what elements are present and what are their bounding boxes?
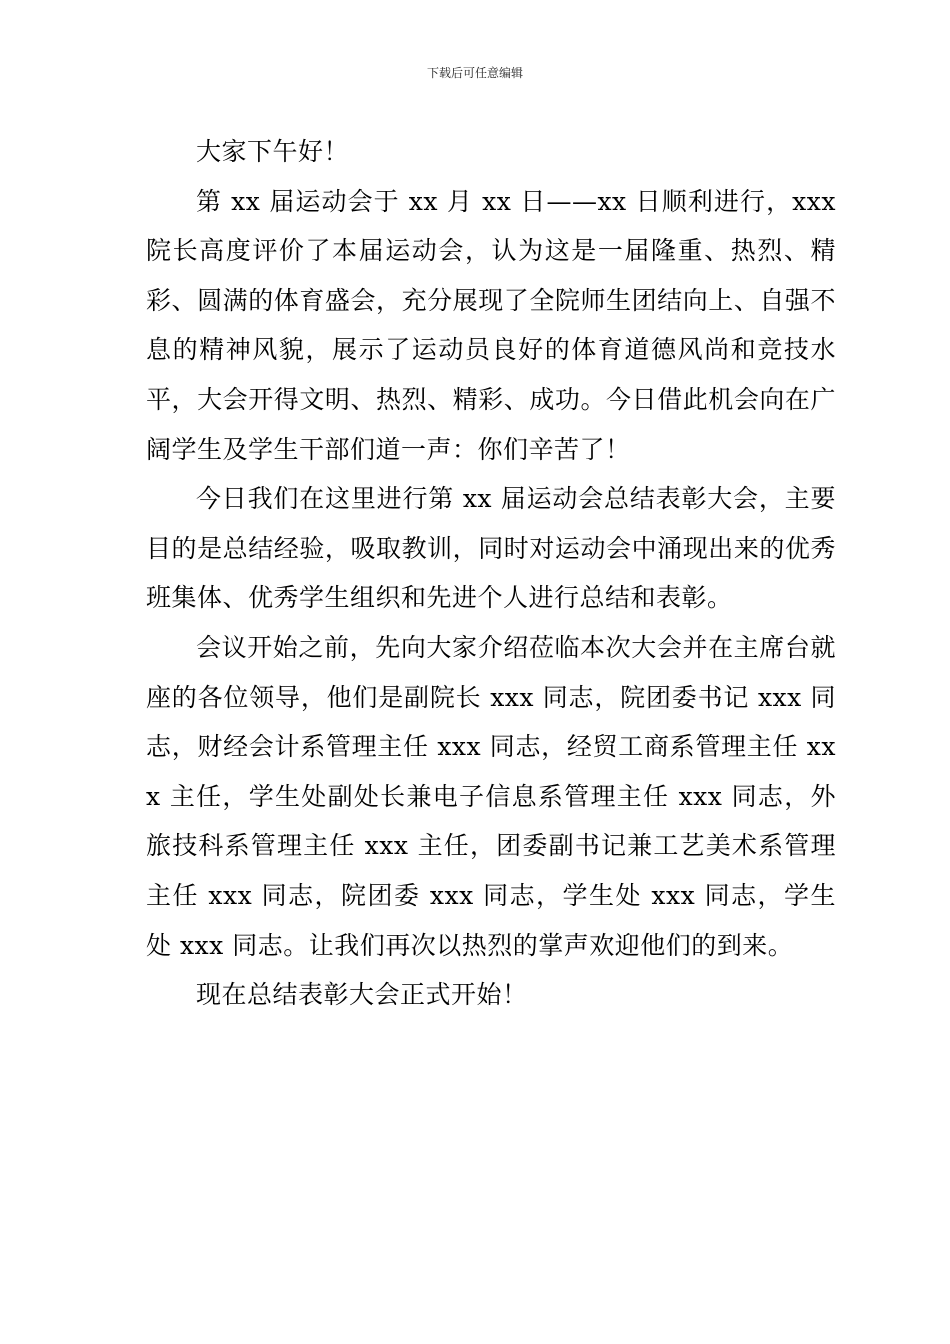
page-header: 下载后可任意编辑 — [426, 66, 523, 80]
paragraph-meeting-purpose: 今日我们在这里进行第 xx 届运动会总结表彰大会，主要目的是总结经验，吸取教训，同时对运动会中涌现出来的优秀班集体、优秀学生组织和先进个人进行总结和表彰。 — [146, 484, 836, 613]
paragraph-sports-meet-review: 第 xx 届运动会于 xx 月 xx 日——xx 日顺利进行，xxx 院长高度评价了本届运动会，认为这是一届隆重、热烈、精彩、圆满的体育盛会，充分展现了全院师生团结向上、自强不息的精神风貌，展示了运动员良好的体育道德风尚和竞技水平，大会开得文明、热烈、精彩、成功。今日借此机会向在广阔学生及学生干部们道一声：你们辛苦了！ — [146, 186, 836, 464]
paragraph-leader-introduction: 会议开始之前，先向大家介绍莅临本次大会并在主席台就座的各位领导，他们是副院长 xxx 同志，院团委书记 xxx 同志，财经会计系管理主任 xxx 同志，经贸工商系管理主任 xxx 主任，学生处副处长兼电子信息系管理主任 xxx 同志，外旅技科系管理主任 xxx 主任，团委副书记兼工艺美术系管理主任 xxx 同志，院团委 xxx 同志，学生处 xxx 同志，学生处 xxx 同志。让我们再次以热烈的掌声欢迎他们的到来。 — [146, 632, 836, 960]
paragraph-greeting: 大家下午好！ — [196, 137, 350, 166]
document-body — [146, 127, 836, 1020]
paragraph-opening-announcement: 现在总结表彰大会正式开始！ — [196, 980, 528, 1010]
